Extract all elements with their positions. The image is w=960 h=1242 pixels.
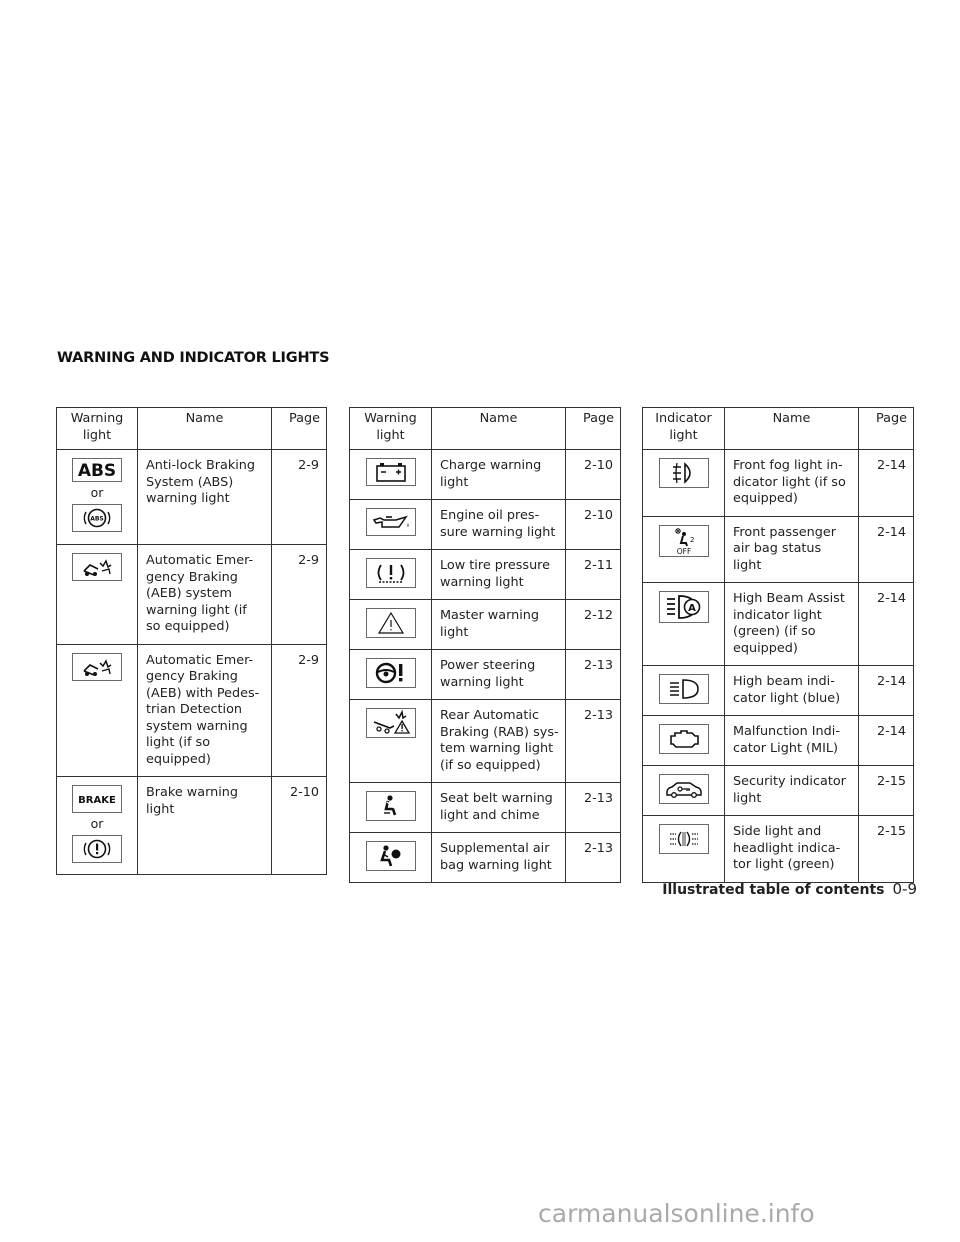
- row-name: Brake warning light: [138, 777, 272, 875]
- indicator-lights-table: [642, 407, 914, 883]
- rear-braking-icon: [366, 708, 416, 738]
- footer-page-number: 0-9: [892, 880, 917, 898]
- row-name: Supplemental air bag warning light: [432, 833, 566, 883]
- row-page: 2-11: [566, 550, 621, 600]
- watermark: carmanualsonline.info: [538, 1199, 815, 1228]
- row-name: Low tire pressure warning light: [432, 550, 566, 600]
- row-name: Master warning light: [432, 600, 566, 650]
- warning-lights-table-2: [349, 407, 621, 883]
- row-page: 2-14: [859, 666, 914, 716]
- row-page: 2-15: [859, 816, 914, 883]
- off-label: OFF: [676, 546, 691, 556]
- row-name: Rear Automatic Braking (RAB) sys- tem warning light (if so equipped): [432, 700, 566, 783]
- row-name: Engine oil pres- sure warning light: [432, 500, 566, 550]
- row-name: Front passenger air bag status light: [725, 516, 859, 583]
- high-beam-assist-icon: [659, 591, 709, 623]
- row-page: 2-14: [859, 716, 914, 766]
- seat-belt-icon: [366, 791, 416, 821]
- row-page: 2-12: [566, 600, 621, 650]
- row-name: Seat belt warning light and chime: [432, 783, 566, 833]
- table-row: [643, 766, 914, 816]
- engine-malfunction-icon: [659, 724, 709, 754]
- row-page: 2-14: [859, 516, 914, 583]
- row-page: 2-9: [272, 644, 327, 777]
- table-row: [643, 716, 914, 766]
- table-row: [643, 816, 914, 883]
- svg-text:BRAKE: BRAKE: [78, 795, 116, 806]
- warning-lights-table-1: [56, 407, 327, 875]
- table-row: [350, 500, 621, 550]
- row-page: 2-13: [566, 833, 621, 883]
- table-header-row: [643, 408, 914, 450]
- row-name: Side light and headlight indica- tor light (green): [725, 816, 859, 883]
- header-page: Page: [272, 408, 327, 450]
- row-page: 2-13: [566, 650, 621, 700]
- abs-text-icon: [72, 458, 122, 482]
- header-name: Name: [138, 408, 272, 450]
- row-page: 2-10: [566, 450, 621, 500]
- table-row: [350, 700, 621, 783]
- header-warning-light: Warning light: [350, 408, 432, 450]
- row-page: 2-15: [859, 766, 914, 816]
- table-row: [350, 833, 621, 883]
- master-warning-triangle-icon: [366, 608, 416, 638]
- header-name: Name: [432, 408, 566, 450]
- row-name: Automatic Emer- gency Braking (AEB) system warning light (if so equipped): [138, 545, 272, 645]
- table-row: [350, 450, 621, 500]
- battery-icon: [366, 458, 416, 486]
- row-page: 2-10: [566, 500, 621, 550]
- page-footer: [662, 880, 917, 898]
- oil-can-icon: [366, 508, 416, 536]
- steering-wheel-warning-icon: [366, 658, 416, 688]
- table-row: [57, 777, 327, 875]
- row-name: Charge warning light: [432, 450, 566, 500]
- table-row: [643, 450, 914, 517]
- row-name: Power steering warning light: [432, 650, 566, 700]
- table-row: [57, 450, 327, 545]
- table-header-row: [350, 408, 621, 450]
- aeb-car-icon: [72, 653, 122, 681]
- row-page: 2-9: [272, 545, 327, 645]
- row-name: Automatic Emer- gency Braking (AEB) with Pedes- trian Detection system warning light (if so equipped): [138, 644, 272, 777]
- passenger-airbag-off-icon: [659, 525, 709, 557]
- row-page: 2-9: [272, 450, 327, 545]
- header-page: Page: [859, 408, 914, 450]
- svg-text:2: 2: [689, 535, 694, 544]
- header-page: Page: [566, 408, 621, 450]
- header-warning-light: Warning light: [57, 408, 138, 450]
- table-row: [57, 545, 327, 645]
- svg-text:A: A: [687, 603, 696, 614]
- brake-circle-icon: [72, 835, 122, 863]
- row-page: 2-14: [859, 450, 914, 517]
- row-name: High beam indi- cator light (blue): [725, 666, 859, 716]
- table-row: [350, 550, 621, 600]
- row-name: Anti-lock Braking System (ABS) warning light: [138, 450, 272, 545]
- section-title: WARNING AND INDICATOR LIGHTS: [57, 350, 330, 366]
- table-row: [643, 516, 914, 583]
- header-name: Name: [725, 408, 859, 450]
- table-header-row: [57, 408, 327, 450]
- front-fog-light-icon: [659, 458, 709, 488]
- row-name: High Beam Assist indicator light (green) (if so equipped): [725, 583, 859, 666]
- svg-text:ABS: ABS: [77, 461, 117, 481]
- row-name: Front fog light in- dicator light (if so equipped): [725, 450, 859, 517]
- security-car-icon: [659, 774, 709, 804]
- table-row: [643, 666, 914, 716]
- footer-title: Illustrated table of contents: [662, 882, 885, 898]
- row-page: 2-10: [272, 777, 327, 875]
- aeb-car-icon: [72, 553, 122, 581]
- table-row: [643, 583, 914, 666]
- brake-text-icon: [72, 785, 122, 813]
- abs-circle-icon: [72, 504, 122, 532]
- table-row: [350, 783, 621, 833]
- or-label: or: [90, 816, 104, 831]
- table-row: [57, 644, 327, 777]
- svg-text:ABS: ABS: [90, 515, 104, 523]
- table-row: [350, 650, 621, 700]
- table-row: [350, 600, 621, 650]
- airbag-icon: [366, 841, 416, 871]
- row-page: 2-13: [566, 700, 621, 783]
- row-page: 2-13: [566, 783, 621, 833]
- high-beam-icon: [659, 674, 709, 704]
- or-label: or: [90, 485, 104, 500]
- row-page: 2-14: [859, 583, 914, 666]
- row-name: Security indicator light: [725, 766, 859, 816]
- header-indicator-light: Indicator light: [643, 408, 725, 450]
- side-light-icon: [659, 824, 709, 854]
- tire-pressure-icon: [366, 558, 416, 588]
- row-name: Malfunction Indi- cator Light (MIL): [725, 716, 859, 766]
